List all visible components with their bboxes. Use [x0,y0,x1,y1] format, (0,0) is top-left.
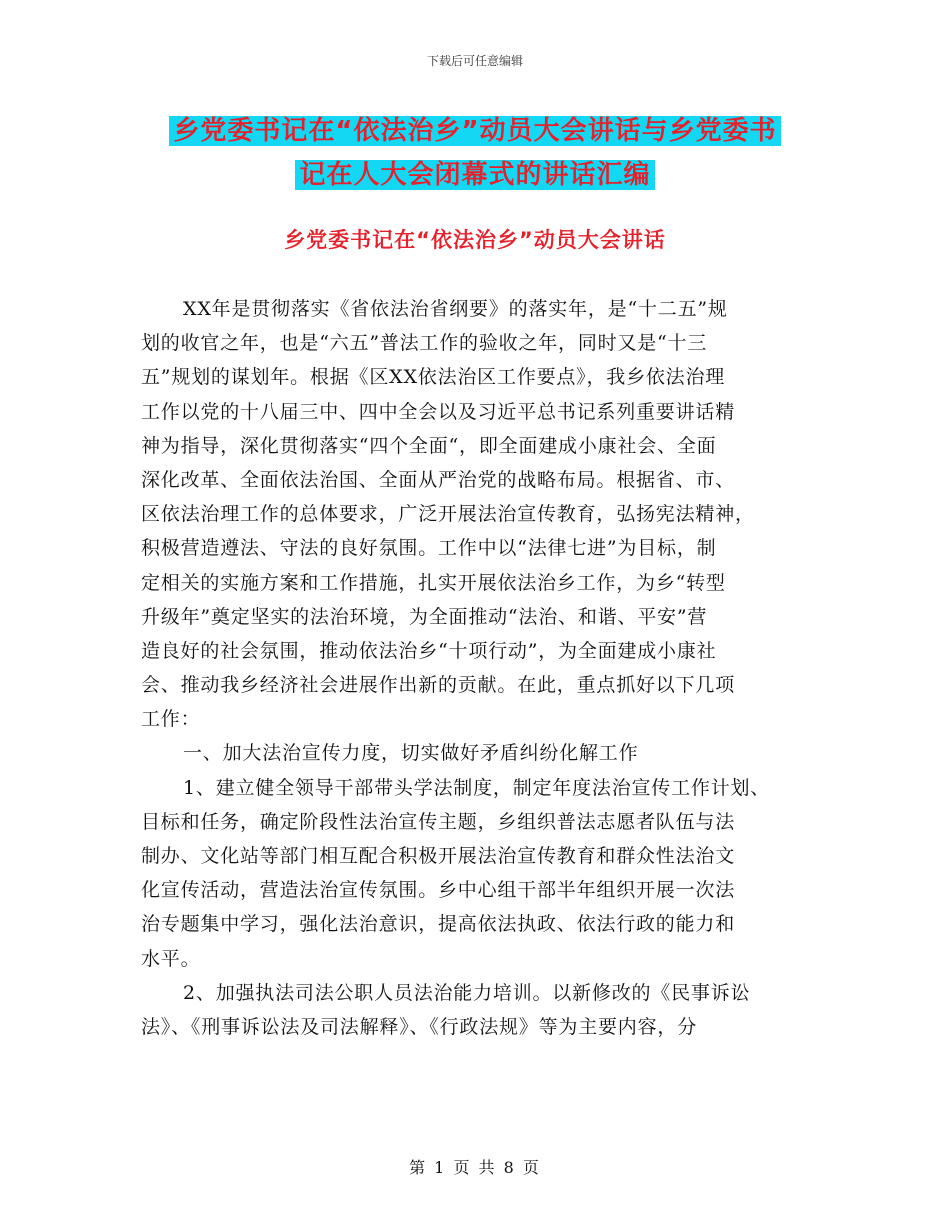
paragraph-line: 会、推动我乡经济社会进展作出新的贡献。在此，重点抓好以下几项 [141,674,736,697]
section-title: 乡党委书记在“依法治乡”动员大会讲话 [284,228,666,252]
paragraph [141,976,821,1044]
document-title-line-1 [0,112,950,150]
body-text [141,292,821,1044]
title-highlight-2: 记在人大会闭幕式的讲话汇编 [295,160,654,190]
paragraph-line: 定相关的实施方案和工作措施，扎实开展依法治乡工作，为乡“转型 [141,571,726,594]
paragraph-line: 目标和任务，确定阶段性法治宣传主题，乡组织普法志愿者队伍与法 [141,810,736,833]
page-footer: 第 1 页 共 8 页 [409,1158,541,1177]
paragraph [141,736,821,770]
paragraph-line: 工作： [141,708,201,731]
header-note: 下载后可任意编辑 [426,54,523,68]
paragraph-line: 造良好的社会氛围，推动依法治乡“十项行动”，为全面建成小康社 [141,639,717,662]
document-title-line-2 [0,156,950,194]
title-highlight-1: 乡党委书记在“依法治乡”动员大会讲话与乡党委书 [169,116,780,146]
paragraph-line: 水平。 [141,947,201,970]
paragraph [141,292,821,736]
paragraph-line: 法》、《刑事诉讼法及司法解释》、《行政法规》等为主要内容，分 [141,1015,698,1038]
paragraph-line: 2、加强执法司法公职人员法治能力培训。以新修改的《民事诉讼 [183,981,751,1004]
paragraph-line: XX年是贯彻落实《省依法治省纲要》的落实年，是“十二五”规 [183,298,728,320]
paragraph-line: 升级年”奠定坚实的法治环境，为全面推动“法治、和谐、平安”营 [141,605,708,628]
paragraph-line: 治专题集中学习，强化法治意识，提高依法执政、依法行政的能力和 [141,913,736,936]
paragraph-line: 积极营造遵法、守法的良好氛围。工作中以“法律七进”为目标，制 [141,537,717,560]
paragraph-line: 区依法治理工作的总体要求，广泛开展法治宣传教育，弘扬宪法精神， [141,503,755,526]
paragraph-line: 工作以党的十八届三中、四中全会以及习近平总书记系列重要讲话精 [141,400,736,423]
paragraph-line: 一、加大法治宣传力度，切实做好矛盾纠纷化解工作 [183,742,639,765]
paragraph-line: 划的收官之年，也是“六五”普法工作的验收之年，同时又是“十三 [141,332,708,355]
paragraph [141,771,821,976]
paragraph-line: 化宣传活动，营造法治宣传氛围。乡中心组干部半年组织开展一次法 [141,879,736,902]
paragraph-line: 五”规划的谋划年。根据《区XX依法治区工作要点》，我乡依法治理 [141,366,726,389]
paragraph-line: 深化改革、全面依法治国、全面从严治党的战略布局。根据省、市、 [141,468,736,491]
paragraph-line: 制办、文化站等部门相互配合积极开展法治宣传教育和群众性法治文 [141,845,736,867]
paragraph-line: 1、建立健全领导干部带头学法制度，制定年度法治宣传工作计划、 [183,776,771,799]
paragraph-line: 神为指导，深化贯彻落实“四个全面“，即全面建成小康社会、全面 [141,434,717,457]
